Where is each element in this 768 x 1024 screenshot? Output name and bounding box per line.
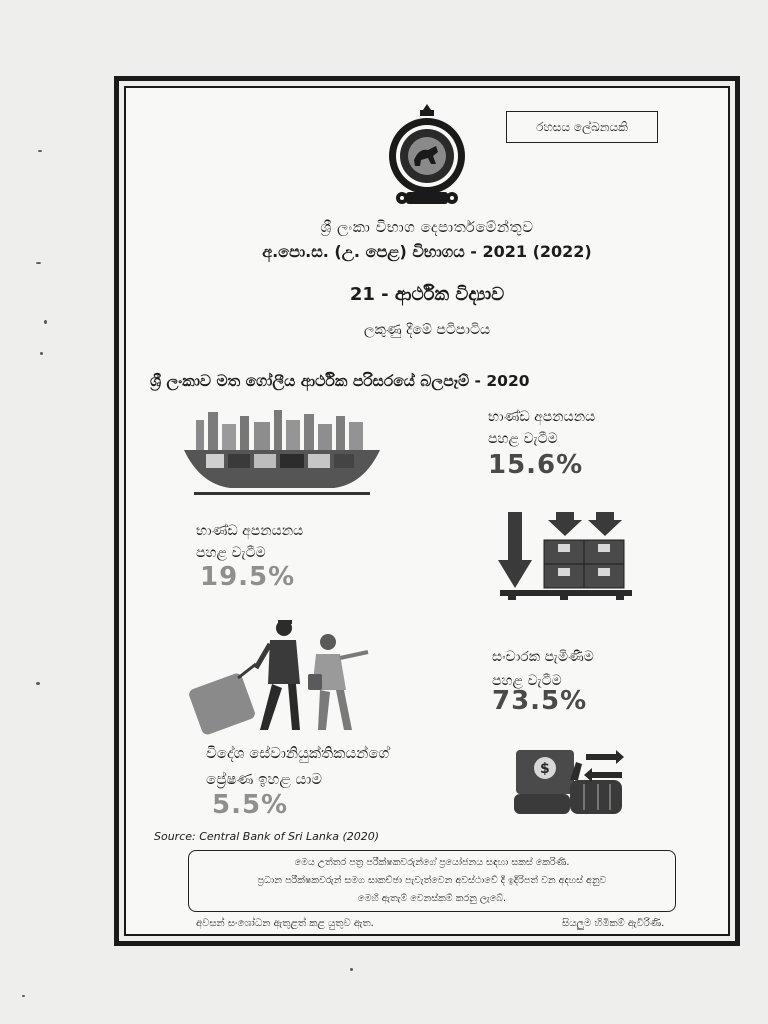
- confidential-badge: රහසය ලේඛනයකි: [506, 111, 658, 143]
- footer-copyright: සියලුම හිමිකම් ඇවිරිණි.: [562, 918, 665, 929]
- department-name: ශ්‍රී ලංකා විභාග දෙපාර්තමේන්තුව: [320, 218, 534, 236]
- notice-line-3: මෙහි ඇතැම් වෙනස්කම් කරනු ලැබේ.: [357, 893, 507, 904]
- stat-3-value: 73.5%: [492, 686, 588, 716]
- stat-1-label-line1: භාණ්ඩ අපනයනය: [488, 409, 596, 425]
- notice-box: [188, 850, 676, 912]
- marking-scheme-title: ලකුණු දීමේ පටිපාටිය: [363, 322, 491, 338]
- remittance-icon: [512, 740, 628, 820]
- stat-2-value: 19.5%: [200, 562, 296, 592]
- footer-left-note: අවසන් සංශෝධන ඇතුළත් කළ යුතුව ඇත.: [196, 918, 374, 929]
- source-citation: Source: Central Bank of Sri Lanka (2020): [154, 830, 380, 843]
- stat-1-value: 15.6%: [488, 450, 584, 480]
- stat-3-label-line1: සංචාරක පැමිණීම: [492, 649, 594, 665]
- infographic-headline: ශ්‍රී ලංකාව මත ගෝලීය ආර්ථික පරිසරයේ බලපෑම් - 2020: [150, 372, 530, 390]
- stat-2-label-line2: පහළ වැටීම: [196, 545, 266, 561]
- subject-title: 21 - ආර්ථික විද්‍යාව: [349, 284, 505, 305]
- stat-4-value: 5.5%: [212, 790, 289, 820]
- travelers-icon: [188, 614, 378, 738]
- government-emblem-icon: [386, 100, 468, 210]
- cargo-ship-icon: [184, 404, 380, 500]
- notice-line-1: මෙය උත්තර පත්‍ර පරීක්ෂකවරුන්ගේ ප්‍රයෝජනය සඳහා සකස් කෙරිණි.: [294, 857, 570, 868]
- export-boxes-icon: [498, 510, 634, 602]
- stat-4-label-line2: ප්‍රේෂණ ඉහළ යාම: [206, 770, 323, 788]
- stat-4-label-line1: විදේශ සේවානියුක්තිකයන්ගේ: [206, 744, 390, 762]
- stat-3-label-line2: පහළ වැටීම: [492, 673, 562, 689]
- stat-2-label-line1: භාණ්ඩ අපනයනය: [196, 523, 304, 539]
- svg-text:$: $: [540, 761, 550, 777]
- exam-title: අ.පො.ස. (උ. පෙළ) විභාගය - 2021 (2022): [262, 242, 592, 261]
- notice-line-2: ප්‍රධාන පරීක්ෂකවරුන් සමග සාකච්ඡා පැවැත්වෙන අවස්ථාවේ දී ඉදිරිපත් වන අදහස් අනුව: [257, 875, 607, 886]
- stat-1-label-line2: පහළ වැටීම: [488, 431, 558, 447]
